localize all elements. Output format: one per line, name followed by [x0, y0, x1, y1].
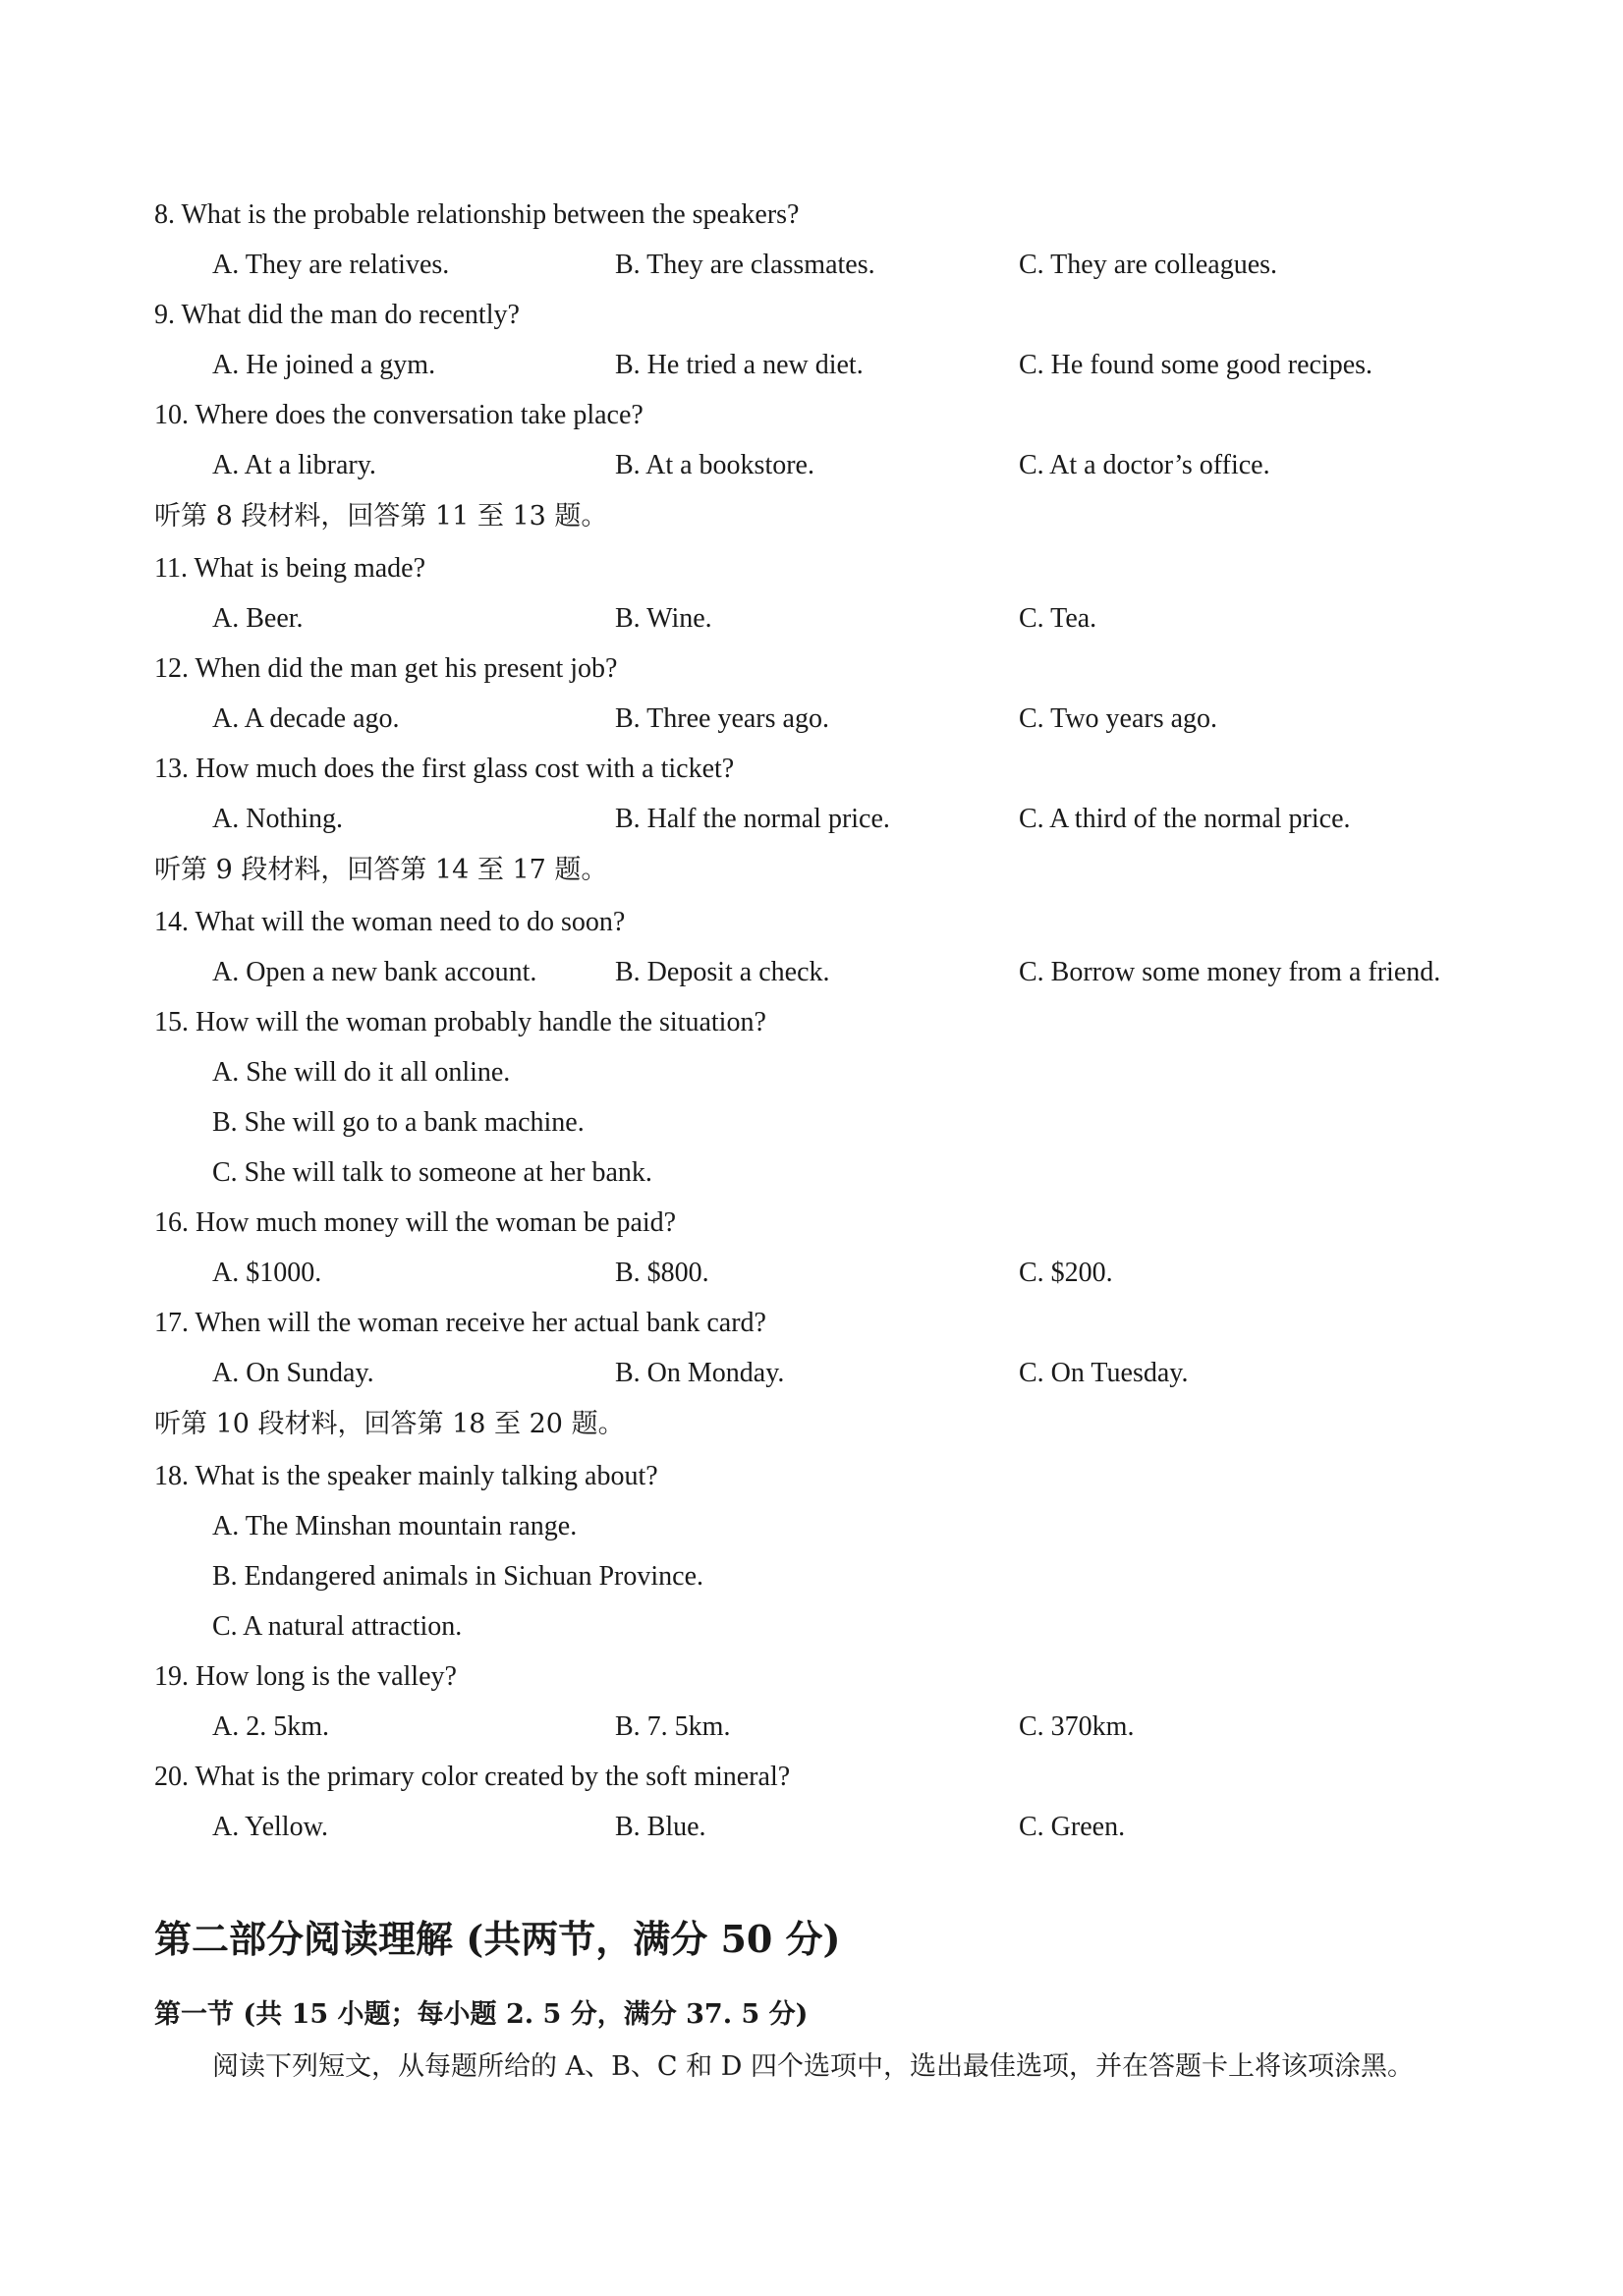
question-15	[0, 998, 1623, 1047]
options-10	[0, 441, 1623, 490]
option-b: B. Three years ago.	[615, 703, 829, 734]
question-text: 14. What will the woman need to do soon?	[154, 907, 626, 937]
options-9	[0, 341, 1623, 390]
question-text: 19. How long is the valley?	[154, 1661, 457, 1692]
option-c: C. He found some good recipes.	[1019, 350, 1373, 380]
options-16	[0, 1249, 1623, 1298]
option-a: A. $1000.	[212, 1258, 322, 1288]
option-b: B. $800.	[615, 1258, 709, 1288]
section-one-heading: 第一节 (共 15 小题；每小题 2. 5 分，满分 37. 5 分)	[154, 1999, 809, 2030]
option-a: A. Nothing.	[212, 804, 343, 834]
options-17	[0, 1349, 1623, 1398]
option-15-b	[0, 1098, 1623, 1148]
option-b: B. 7. 5km.	[615, 1711, 731, 1742]
question-12	[0, 644, 1623, 694]
option-b: B. On Monday.	[615, 1358, 785, 1388]
option-c: C. Borrow some money from a friend.	[1019, 957, 1441, 987]
option-a: A. They are relatives.	[212, 250, 450, 280]
question-text: 9. What did the man do recently?	[154, 300, 520, 330]
option-18-a	[0, 1502, 1623, 1551]
options-13	[0, 795, 1623, 844]
option-c: C. 370km.	[1019, 1711, 1135, 1742]
question-13	[0, 745, 1623, 794]
question-text: 13. How much does the first glass cost with a ticket?	[154, 754, 735, 784]
question-text: 12. When did the man get his present job?	[154, 653, 618, 684]
option-c: C. At a doctor’s office.	[1019, 450, 1270, 480]
part-two-heading: 第二部分阅读理解 (共两节，满分 50 分)	[154, 1917, 841, 1961]
question-16	[0, 1199, 1623, 1248]
question-18	[0, 1452, 1623, 1501]
question-20	[0, 1753, 1623, 1802]
option-a: A. Beer.	[212, 603, 304, 634]
option-a: A. The Minshan mountain range.	[212, 1511, 578, 1541]
option-a: A. At a library.	[212, 450, 376, 480]
section-text: 听第 8 段材料，回答第 11 至 13 题。	[154, 501, 608, 532]
option-a: A. On Sunday.	[212, 1358, 374, 1388]
question-17	[0, 1299, 1623, 1348]
option-18-b	[0, 1552, 1623, 1601]
option-c: C. They are colleagues.	[1019, 250, 1278, 280]
option-c: C. She will talk to someone at her bank.	[212, 1157, 652, 1188]
question-text: 8. What is the probable relationship between the speakers?	[154, 199, 800, 230]
option-a: A. A decade ago.	[212, 703, 400, 734]
section-text: 听第 9 段材料，回答第 14 至 17 题。	[154, 855, 608, 885]
question-8	[0, 191, 1623, 240]
option-15-a	[0, 1048, 1623, 1097]
question-10	[0, 391, 1623, 440]
option-c: C. On Tuesday.	[1019, 1358, 1189, 1388]
option-a: A. She will do it all online.	[212, 1057, 511, 1088]
option-a: A. Yellow.	[212, 1812, 328, 1842]
option-c: C. Green.	[1019, 1812, 1126, 1842]
options-19	[0, 1703, 1623, 1752]
option-b: B. Deposit a check.	[615, 957, 830, 987]
question-11	[0, 544, 1623, 593]
options-12	[0, 695, 1623, 744]
question-text: 17. When will the woman receive her actual bank card?	[154, 1308, 766, 1338]
options-11	[0, 594, 1623, 644]
option-a: A. 2. 5km.	[212, 1711, 329, 1742]
option-a: A. Open a new bank account.	[212, 957, 537, 987]
option-b: B. Blue.	[615, 1812, 706, 1842]
section-instruction-10	[0, 1400, 1623, 1449]
option-b: B. At a bookstore.	[615, 450, 814, 480]
question-19	[0, 1652, 1623, 1702]
option-b: B. Endangered animals in Sichuan Province.	[212, 1561, 703, 1592]
option-c: C. Tea.	[1019, 603, 1097, 634]
question-text: 20. What is the primary color created by the soft mineral?	[154, 1762, 791, 1792]
option-b: B. They are classmates.	[615, 250, 875, 280]
question-text: 15. How will the woman probably handle the situation?	[154, 1007, 766, 1037]
option-c: C. A natural attraction.	[212, 1611, 463, 1642]
option-b: B. Half the normal price.	[615, 804, 890, 834]
section-text: 听第 10 段材料，回答第 18 至 20 题。	[154, 1409, 625, 1439]
option-18-c	[0, 1602, 1623, 1652]
question-14	[0, 898, 1623, 947]
option-b: B. Wine.	[615, 603, 712, 634]
option-c: C. $200.	[1019, 1258, 1113, 1288]
option-15-c	[0, 1148, 1623, 1198]
question-text: 16. How much money will the woman be paid?	[154, 1207, 677, 1238]
option-a: A. He joined a gym.	[212, 350, 436, 380]
option-b: B. She will go to a bank machine.	[212, 1107, 585, 1138]
question-text: 11. What is being made?	[154, 553, 426, 584]
section-instruction-9	[0, 846, 1623, 895]
question-text: 18. What is the speaker mainly talking about?	[154, 1461, 658, 1491]
options-14	[0, 948, 1623, 997]
option-c: C. Two years ago.	[1019, 703, 1218, 734]
options-20	[0, 1803, 1623, 1852]
question-text: 10. Where does the conversation take place?	[154, 400, 644, 430]
question-9	[0, 291, 1623, 340]
reading-instruction: 阅读下列短文，从每题所给的 A、B、C 和 D 四个选项中，选出最佳选项，并在答题卡上将该项涂黑。	[212, 2051, 1414, 2082]
option-c: C. A third of the normal price.	[1019, 804, 1351, 834]
option-b: B. He tried a new diet.	[615, 350, 864, 380]
section-instruction-8	[0, 492, 1623, 541]
options-8	[0, 241, 1623, 290]
